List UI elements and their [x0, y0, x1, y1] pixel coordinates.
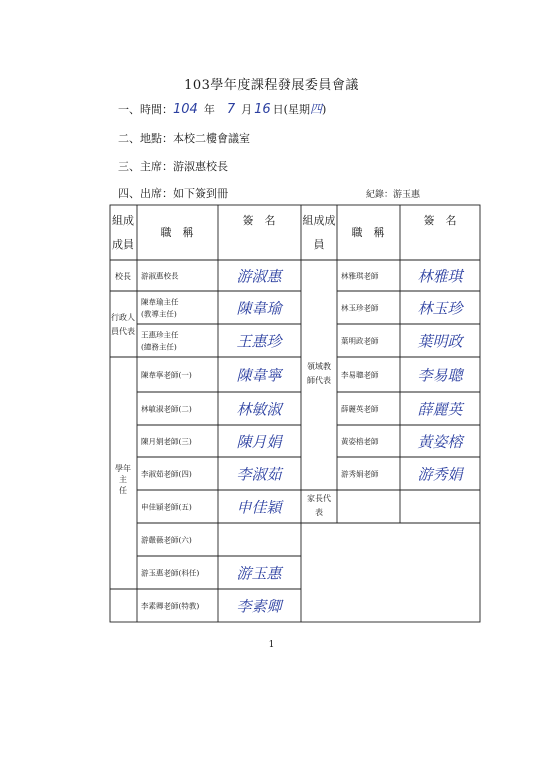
right-position-2: 葉明政老師	[341, 336, 379, 346]
document-title: 103學年度課程發展委員會議	[184, 78, 359, 93]
left-position-8: 游嚴薇老師(六)	[141, 535, 192, 545]
right-signature-0: 林雅琪	[417, 267, 463, 286]
time-weekday: 四	[309, 102, 322, 116]
meeting-attendance: 四、出席：如下簽到冊	[118, 187, 228, 200]
left-signature-3: 陳韋寧	[236, 366, 282, 385]
left-position-4: 林敏淑老師(二)	[141, 404, 192, 414]
left-position-3: 陳韋寧老師(一)	[141, 370, 192, 380]
right-position-3: 李易聰老師	[341, 370, 379, 380]
right-signature-5: 黃姿榕	[417, 433, 463, 451]
left-signature-10: 李素卿	[236, 597, 282, 616]
left-signature-4: 林敏淑	[236, 400, 282, 419]
group-domain-line2: 師代表	[307, 376, 331, 385]
left-signature-5: 陳月娟	[236, 433, 282, 451]
time-year: 104	[173, 102, 198, 117]
header-signature-left: 簽 名	[242, 214, 276, 227]
left-signature-6: 李淑茹	[236, 465, 282, 484]
left-signature-2: 王惠珍	[236, 332, 282, 351]
right-position-5: 黃姿榕老師	[341, 437, 379, 446]
time-year-unit: 年	[203, 103, 215, 116]
right-signature-1: 林玉珍	[417, 299, 463, 318]
time-month-unit: 月	[241, 103, 253, 116]
left-position-1: 陳韋瑜主任	[141, 297, 179, 307]
left-position-7: 申佳穎老師(五)	[141, 502, 192, 512]
time-label: 一、時間：	[118, 103, 173, 116]
group-grade-head-line2: 主	[119, 475, 127, 484]
left-signature-9: 游玉惠	[236, 564, 282, 583]
group-parent-line2: 表	[315, 508, 323, 517]
time-month: 7	[226, 102, 236, 117]
right-position-4: 薛麗英老師	[341, 404, 379, 414]
left-position-6: 李淑茹老師(四)	[141, 469, 192, 479]
group-parent-line1: 家長代	[307, 494, 331, 503]
group-domain-line1: 領域教	[307, 362, 331, 371]
right-position-1: 林玉珍老師	[341, 303, 379, 313]
meeting-chair: 三、主席：游淑惠校長	[118, 160, 228, 173]
header-signature-right: 簽 名	[423, 214, 457, 227]
time-day-suffix: 日(星期	[272, 103, 310, 116]
group-principal: 校長	[115, 272, 131, 281]
meeting-recorder: 紀錄：游玉惠	[366, 190, 421, 200]
right-signature-3: 李易聰	[417, 366, 463, 385]
left-position-10: 李素卿老師(特教)	[141, 601, 200, 611]
left-position-0: 游淑惠校長	[141, 271, 179, 281]
time-day: 16	[254, 102, 271, 117]
left-position-2: 王惠珍主任	[141, 330, 179, 340]
group-admin-line1: 行政人	[111, 313, 135, 322]
header-group-left-2: 成員	[112, 238, 134, 251]
group-grade-head-line1: 學年	[115, 464, 131, 473]
header-position-right: 職 稱	[351, 226, 385, 239]
right-position-6: 游秀娟老師	[341, 469, 379, 479]
left-position-5: 陳月娟老師(三)	[141, 437, 192, 446]
page-number: 1	[268, 640, 275, 650]
group-admin-line2: 員代表	[111, 327, 135, 336]
meeting-place: 二、地點：本校二樓會議室	[118, 132, 250, 145]
right-signature-4: 薛麗英	[417, 400, 463, 419]
left-signature-1: 陳韋瑜	[236, 299, 282, 318]
left-signature-0: 游淑惠	[236, 267, 282, 286]
right-signature-2: 葉明政	[417, 332, 463, 351]
header-group-left-1: 組成	[112, 214, 134, 227]
right-position-0: 林雅琪老師	[341, 271, 379, 281]
group-grade-head-line3: 任	[119, 486, 127, 495]
left-position-sub-2: (總務主任)	[141, 342, 177, 352]
header-group-right-2: 員	[313, 238, 325, 251]
header-group-right-1: 組成成	[302, 214, 336, 227]
left-position-9: 游玉惠老師(科任)	[141, 568, 200, 578]
right-signature-6: 游秀娟	[417, 465, 463, 484]
header-position-left: 職 稱	[160, 226, 194, 239]
left-signature-7: 申佳穎	[236, 498, 282, 517]
time-close: )	[321, 103, 327, 116]
left-position-sub-1: (教導主任)	[141, 309, 177, 319]
